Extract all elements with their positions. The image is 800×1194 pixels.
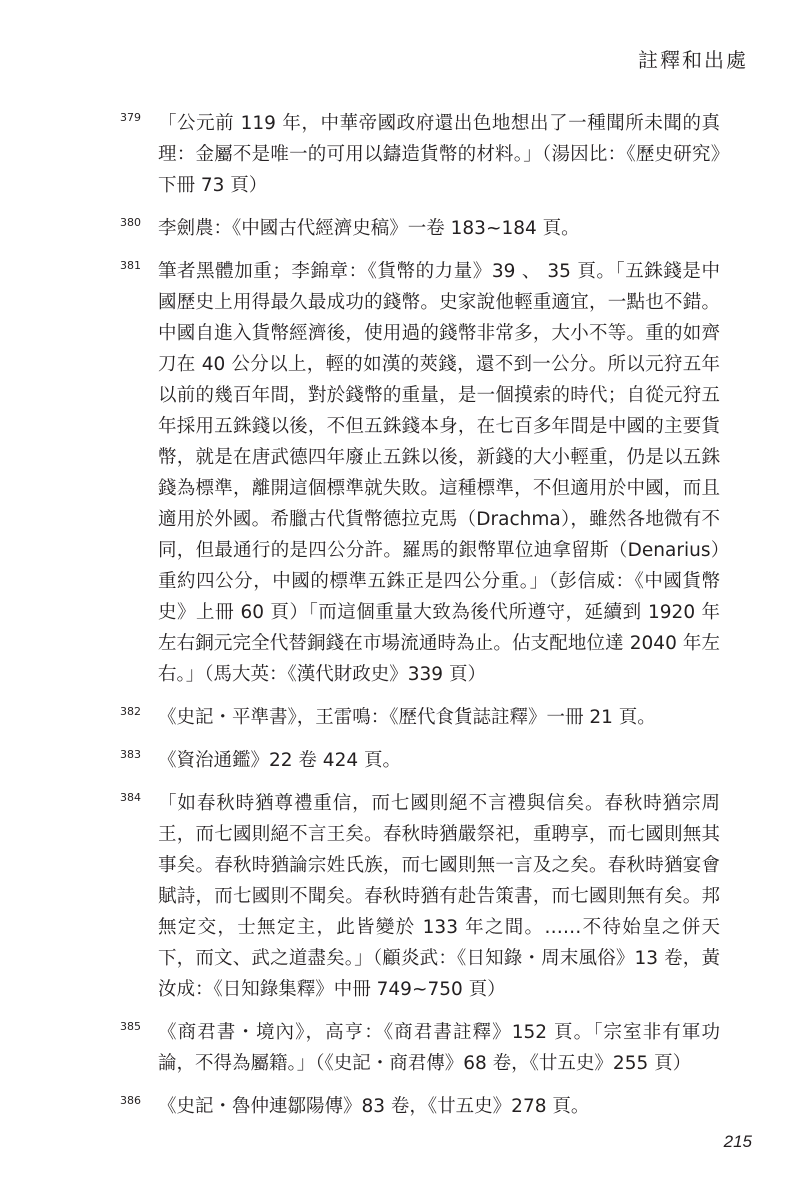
running-header: 註釋和出處 <box>638 48 748 72</box>
footnote-text: 《資治通鑑》22 卷 424 頁。 <box>158 750 401 771</box>
page-number: 215 <box>723 1132 752 1151</box>
footnote <box>120 1091 720 1122</box>
footnote-number: 386 <box>120 1094 141 1107</box>
footnote-number: 385 <box>120 1020 141 1033</box>
footnote <box>120 213 720 244</box>
footnote <box>120 788 720 1005</box>
footnote-text: 筆者黑體加重；李錦章：《貨幣的力量》39 、 35 頁。「五銖錢是中國歷史上用得最久最成功的錢幣。史家說他輕重適宜，一點也不錯。中國自進入貨幣經濟後，使用過的錢幣非常多，大小不等。重的如齊刀在 40 公分以上，輕的如漢的莢錢，還不到一公分。所以元狩五年以前的幾百年間，對於錢幣的重量，是一個摸索的時代；自從元狩五年採用五銖錢以後，不但五銖錢本身，在七百多年間是中國的主要貨幣，就是在唐武德四年廢止五銖以後，新錢的大小輕重，仍是以五銖錢為標準，離開這個標準就失敗。這種標準，不但適用於中國，而且適用於外國。希臘古代貨幣德拉克馬（Drachma），雖然各地微有不同，但最通行的是四公分許。羅馬的銀幣單位迪拿留斯（Denarius）重約四公分，中國的標準五銖正是四公分重。」（彭信威：《中國貨幣史》上冊 60 頁）「而這個重量大致為後代所遵守，延續到 1920 年左右銅元完全代替銅錢在市場流通時為止。佔支配地位達 2040 年左右。」（馬大英：《漢代財政史》339 頁） <box>158 261 720 685</box>
footnote-text: 《史記・平準書》，王雷鳴：《歷代食貨誌註釋》一冊 21 頁。 <box>158 707 656 728</box>
footnote-text: 李劍農：《中國古代經濟史稿》一卷 183~184 頁。 <box>158 218 580 239</box>
footnote-text: 《商君書・境內》，高亨：《商君書註釋》152 頁。「宗室非有軍功論，不得為屬籍。」（《史記・商君傳》68 卷，《廿五史》255 頁） <box>158 1022 720 1074</box>
footnote <box>120 702 720 733</box>
footnote-number: 382 <box>120 705 141 718</box>
footnote-text: 「公元前 119 年，中華帝國政府還出色地想出了一種聞所未聞的真理：金屬不是唯一的可用以鑄造貨幣的材料。」（湯因比：《歷史研究》下冊 73 頁） <box>158 113 720 196</box>
footnotes-list <box>120 108 720 1134</box>
footnote <box>120 745 720 776</box>
footnote-number: 384 <box>120 791 141 804</box>
footnote-number: 379 <box>120 111 141 124</box>
footnote-text: 「如春秋時猶尊禮重信，而七國則絕不言禮與信矣。春秋時猶宗周王，而七國則絕不言王矣。春秋時猶嚴祭祀，重聘享，而七國則無其事矣。春秋時猶論宗姓氏族，而七國則無一言及之矣。春秋時猶宴會賦詩，而七國則不聞矣。春秋時猶有赴告策書，而七國則無有矣。邦無定交，士無定主，此皆變於 133 年之間。……不待始皇之併天下，而文、武之道盡矣。」（顧炎武：《日知錄・周末風俗》13 卷，黃汝成：《日知錄集釋》中冊 749~750 頁） <box>158 793 720 1000</box>
footnote-text: 《史記・魯仲連鄒陽傳》83 卷，《廿五史》278 頁。 <box>158 1096 590 1117</box>
footnote <box>120 1017 720 1079</box>
footnote <box>120 256 720 690</box>
footnote <box>120 108 720 201</box>
footnote-number: 381 <box>120 259 141 272</box>
footnote-number: 380 <box>120 216 141 229</box>
footnote-number: 383 <box>120 748 141 761</box>
